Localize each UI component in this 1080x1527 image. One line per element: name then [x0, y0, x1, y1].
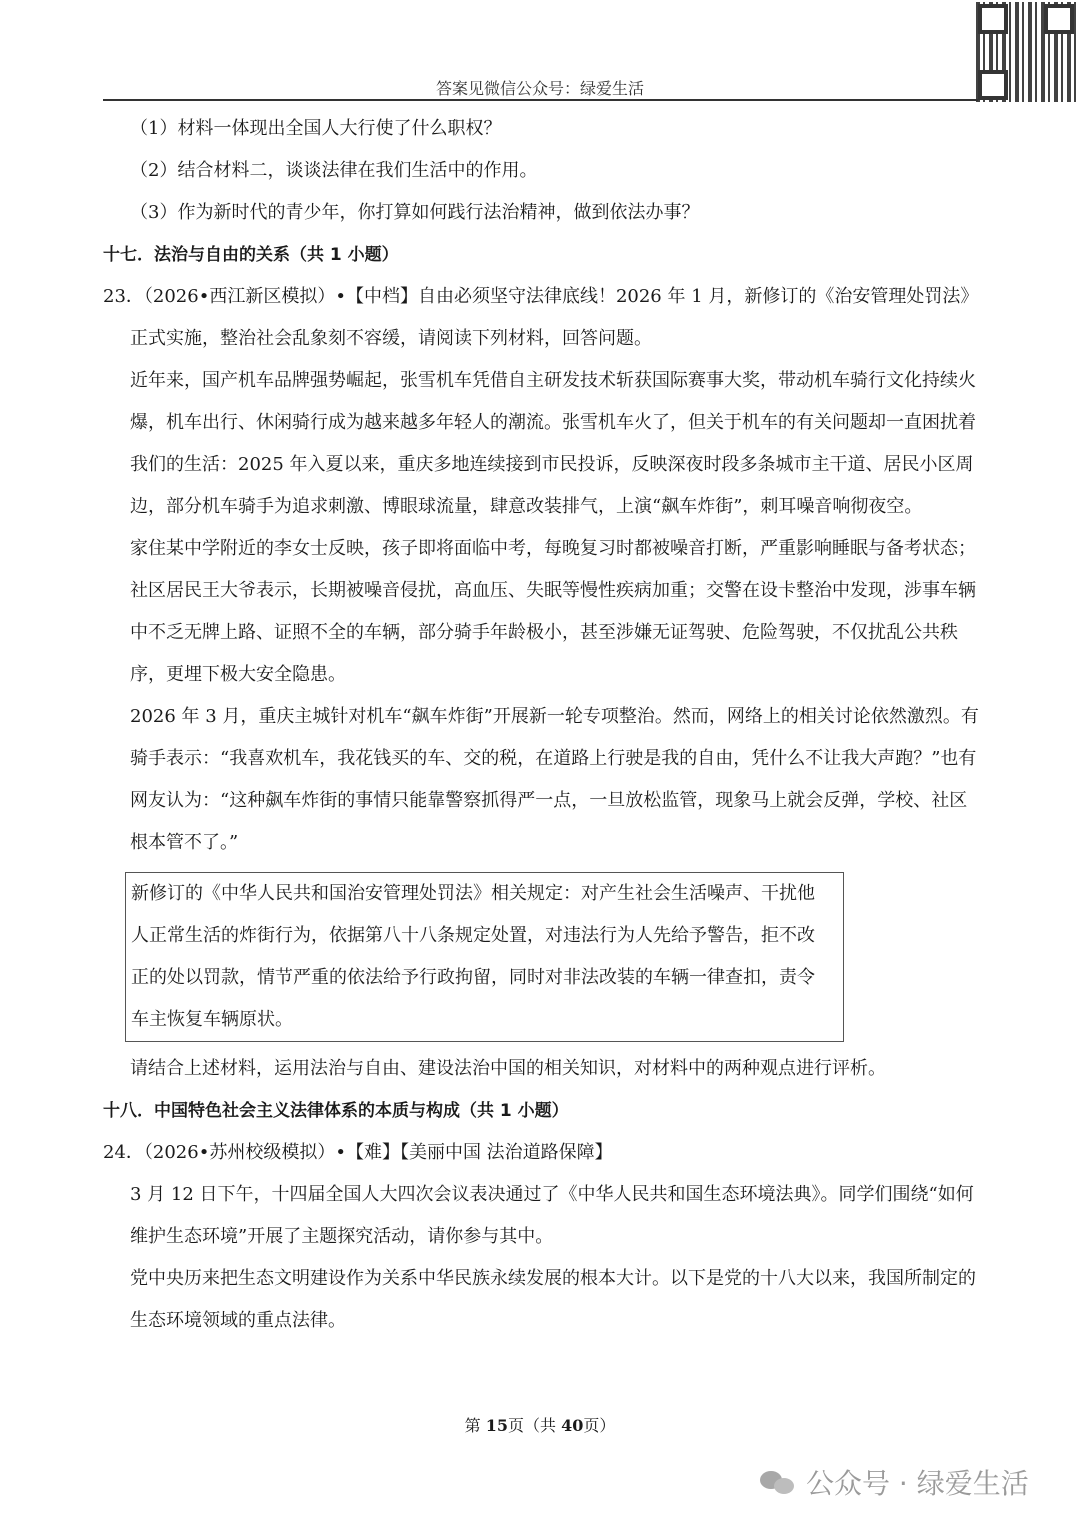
material-paragraph: 家住某中学附近的李女士反映，孩子即将面临中考，每晚复习时都被噪音打断，严重影响睡眠与备考状态；社区居民王大爷表示，长期被噪音侵扰，高血压、失眠等慢性疾病加重；交警在设卡整治中发现，涉事车辆中不乏无牌上路、证照不全的车辆，部分骑手年龄极小，甚至涉嫌无证驾驶、危险驾驶，不仅扰乱公共秩序，更埋下极大安全隐患。 [130, 538, 976, 685]
law-excerpt-text: 新修订的《中华人民共和国治安管理处罚法》相关规定：对产生社会生活噪声、干扰他人正常生活的炸街行为，依据第八十八条规定处置，对违法行为人先给予警告，拒不改正的处以罚款，情节严重的依法给予行政拘留，同时对非法改装的车辆一律查扣，责令车主恢复车辆原状。 [131, 883, 815, 1030]
header-divider [103, 99, 978, 101]
question-stem: 23．（2026•西江新区模拟）•【中档】自由必须坚守法律底线！2026 年 1 月，新修订的《治安管理处罚法》 [103, 286, 979, 307]
question-stem-cont: 正式实施，整治社会乱象刻不容缓，请阅读下列材料，回答问题。 [130, 328, 652, 349]
material-paragraph: 党中央历来把生态文明建设作为关系中华民族永续发展的根本大计。以下是党的十八大以来，我国所制定的生态环境领域的重点法律。 [130, 1268, 976, 1331]
question-stem: 24．（2026•苏州校级模拟）•【难】【美丽中国 法治道路保障】 [103, 1142, 613, 1163]
law-excerpt-box [125, 872, 844, 1042]
material-paragraph: 2026 年 3 月，重庆主城针对机车“飙车炸街”开展新一轮专项整治。然而，网络上的相关讨论依然激烈。有骑手表示：“我喜欢机车，我花钱买的车、交的税，在道路上行驶是我的自由，凭什么不让我大声跑？”也有网友认为：“这种飙车炸街的事情只能靠警察抓得严一点，一旦放松监管，现象马上就会反弹，学校、社区根本管不了。” [130, 706, 979, 853]
material-paragraph: 3 月 12 日下午，十四届全国人大四次会议表决通过了《中华人民共和国生态环境法典》。同学们围绕“如何维护生态环境”开展了主题探究活动，请你参与其中。 [130, 1184, 974, 1247]
wechat-icon [760, 1467, 798, 1497]
page-total: 40 [561, 1416, 584, 1435]
wechat-watermark [760, 1458, 1029, 1506]
question-item: （2）结合材料二，谈谈法律在我们生活中的作用。 [130, 160, 538, 181]
footer-prefix: 第 [464, 1416, 486, 1435]
footer-middle: 页（共 [507, 1416, 562, 1435]
section-heading: 十七．法治与自由的关系（共 1 小题） [103, 245, 399, 265]
material-paragraph: 近年来，国产机车品牌强势崛起，张雪机车凭借自主研发技术斩获国际赛事大奖，带动机车骑行文化持续火爆，机车出行、休闲骑行成为越来越多年轻人的潮流。张雪机车火了，但关于机车的有关问题却一直困扰着我们的生活：2025 年入夏以来，重庆多地连续接到市民投诉，反映深夜时段多条城市主干道、居民小区周边，部分机车骑手为追求刺激、博眼球流量，肆意改装排气，上演“飙车炸街”，刺耳噪音响彻夜空。 [130, 370, 976, 517]
question-item: （3）作为新时代的青少年，你打算如何践行法治精神，做到依法办事？ [130, 202, 700, 223]
page-content [103, 108, 983, 1342]
page-header: 答案见微信公众号：绿爱生活 [435, 79, 644, 98]
page-number: 15 [485, 1416, 508, 1435]
watermark-text: 公众号 · 绿爱生活 [806, 1467, 1029, 1500]
question-item: （1）材料一体现出全国人大行使了什么职权？ [130, 118, 502, 139]
page-footer [0, 1413, 1080, 1436]
section-heading: 十八．中国特色社会主义法律体系的本质与构成（共 1 小题） [103, 1101, 569, 1121]
footer-suffix: 页） [583, 1416, 616, 1435]
question-ask: 请结合上述材料，运用法治与自由、建设法治中国的相关知识，对材料中的两种观点进行评析。 [130, 1058, 886, 1079]
